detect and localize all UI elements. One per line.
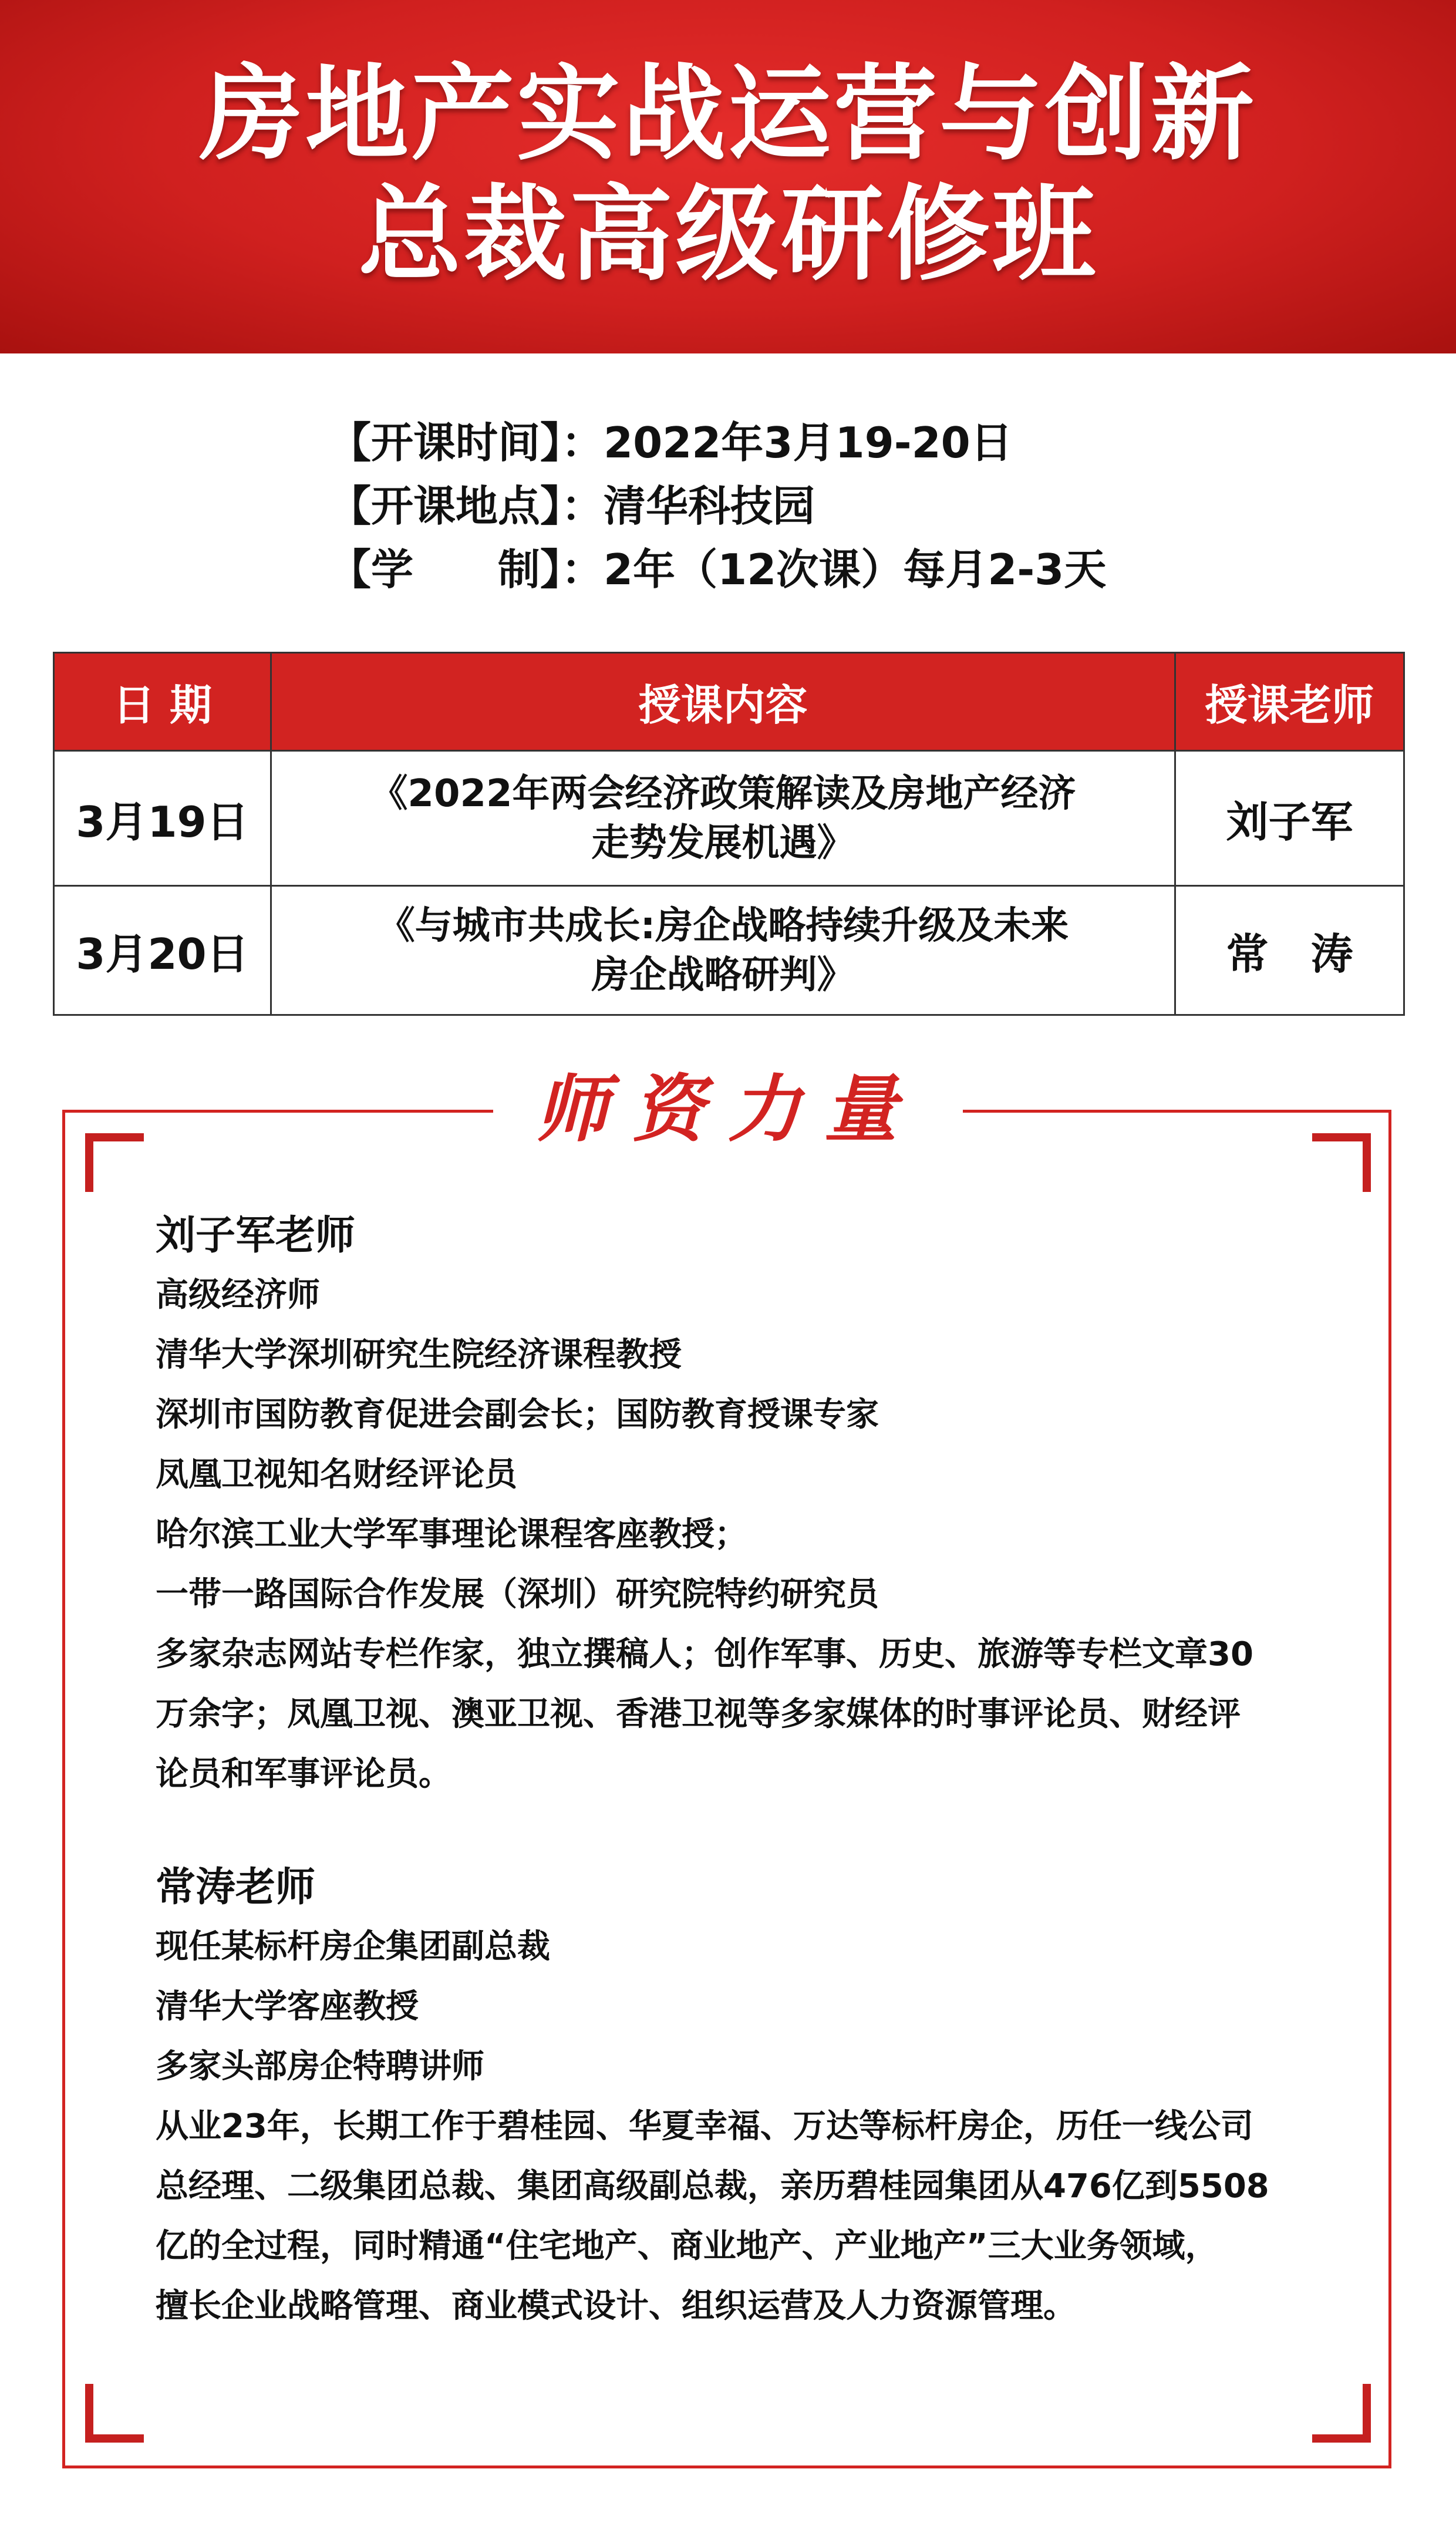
corner-ornament-bottom-left: [85, 2384, 144, 2443]
info-duration: [329, 538, 1106, 601]
teacher-credential: 多家头部房企特聘讲师: [156, 2047, 484, 2086]
header-content: 授课内容: [271, 653, 1175, 751]
section-spacer: [156, 1804, 1324, 1858]
corner-ornament-bottom-right: [1312, 2384, 1371, 2443]
teacher-credential: 高级经济师: [156, 1276, 320, 1314]
table-row: [54, 886, 1404, 1015]
info-location: [329, 474, 1106, 538]
row-teacher: 刘子军: [1175, 751, 1404, 886]
info-value: 2022年3月19-20日: [604, 418, 1013, 467]
title-banner: [0, 0, 1456, 353]
course-title-line2: 总裁高级研修班: [358, 174, 1098, 295]
table-row: [54, 751, 1404, 886]
row-date: 3月19日: [54, 751, 271, 886]
teacher-bio: 多家杂志网站专栏作家，独立撰稿人；创作军事、历史、旅游等专栏文章30 万余字；凤凰卫视、澳亚卫视、香港卫视等多家媒体的时事评论员、财经评 论员和军事评论员。: [156, 1635, 1253, 1793]
teacher-credential: 深圳市国防教育促进会副会长；国防教育授课专家: [156, 1396, 879, 1434]
course-title-line1: 房地产实战运营与创新: [199, 54, 1256, 174]
row-date: 3月20日: [54, 886, 271, 1015]
teacher-credential: 现任某标杆房企集团副总裁: [156, 1928, 550, 1966]
content-line: 《2022年两会经济政策解读及房地产经济: [370, 772, 1076, 816]
teacher-name: 常涛老师: [156, 1864, 316, 1911]
content-line: 房企战略研判》: [591, 953, 855, 997]
header-teacher: 授课老师: [1175, 653, 1404, 751]
teacher-credential: 清华大学深圳研究生院经济课程教授: [156, 1336, 682, 1374]
header-date: 日 期: [54, 653, 271, 751]
teacher-credential: 凤凰卫视知名财经评论员: [156, 1456, 517, 1494]
teacher-credential: 一带一路国际合作发展（深圳）研究院特约研究员: [156, 1575, 879, 1614]
row-teacher: 常 涛: [1175, 886, 1404, 1015]
teacher-credential: 哈尔滨工业大学军事理论课程客座教授；: [156, 1515, 747, 1554]
info-value: 2年（12次课）每月2-3天: [604, 545, 1107, 594]
faculty-section-title: 师资力量: [493, 1063, 963, 1157]
content-line: 《与城市共成长:房企战略持续升级及未来: [377, 904, 1069, 948]
course-info: [329, 411, 1106, 601]
teacher-bio: 从业23年，长期工作于碧桂园、华夏幸福、万达等标杆房企，历任一线公司 总经理、二级集团总裁、集团高级副总裁，亲历碧桂园集团从476亿到5508 亿的全过程，同时精通“住宅地产、商业地产、产业地产”三大业务领域， 擅长企业战略管理、商业模式设计、组织运营及人力资源管理。: [156, 2107, 1269, 2325]
teacher-credential: 清华大学客座教授: [156, 1988, 419, 2026]
schedule-table: [53, 652, 1405, 1016]
content-line: 走势发展机遇》: [591, 821, 855, 865]
row-content: [271, 751, 1175, 886]
row-content: [271, 886, 1175, 1015]
info-start-time: [329, 411, 1106, 474]
corner-ornament-top-left: [85, 1133, 144, 1192]
schedule-header-row: [54, 653, 1404, 751]
info-label: 【开课时间】：: [329, 418, 604, 467]
faculty-list: [156, 1207, 1324, 2336]
info-label: 【开课地点】：: [329, 481, 604, 531]
teacher-name: 刘子军老师: [156, 1212, 356, 1259]
corner-ornament-top-right: [1312, 1133, 1371, 1192]
info-value: 清华科技园: [604, 481, 815, 531]
info-label: 【学 制】：: [329, 545, 604, 594]
